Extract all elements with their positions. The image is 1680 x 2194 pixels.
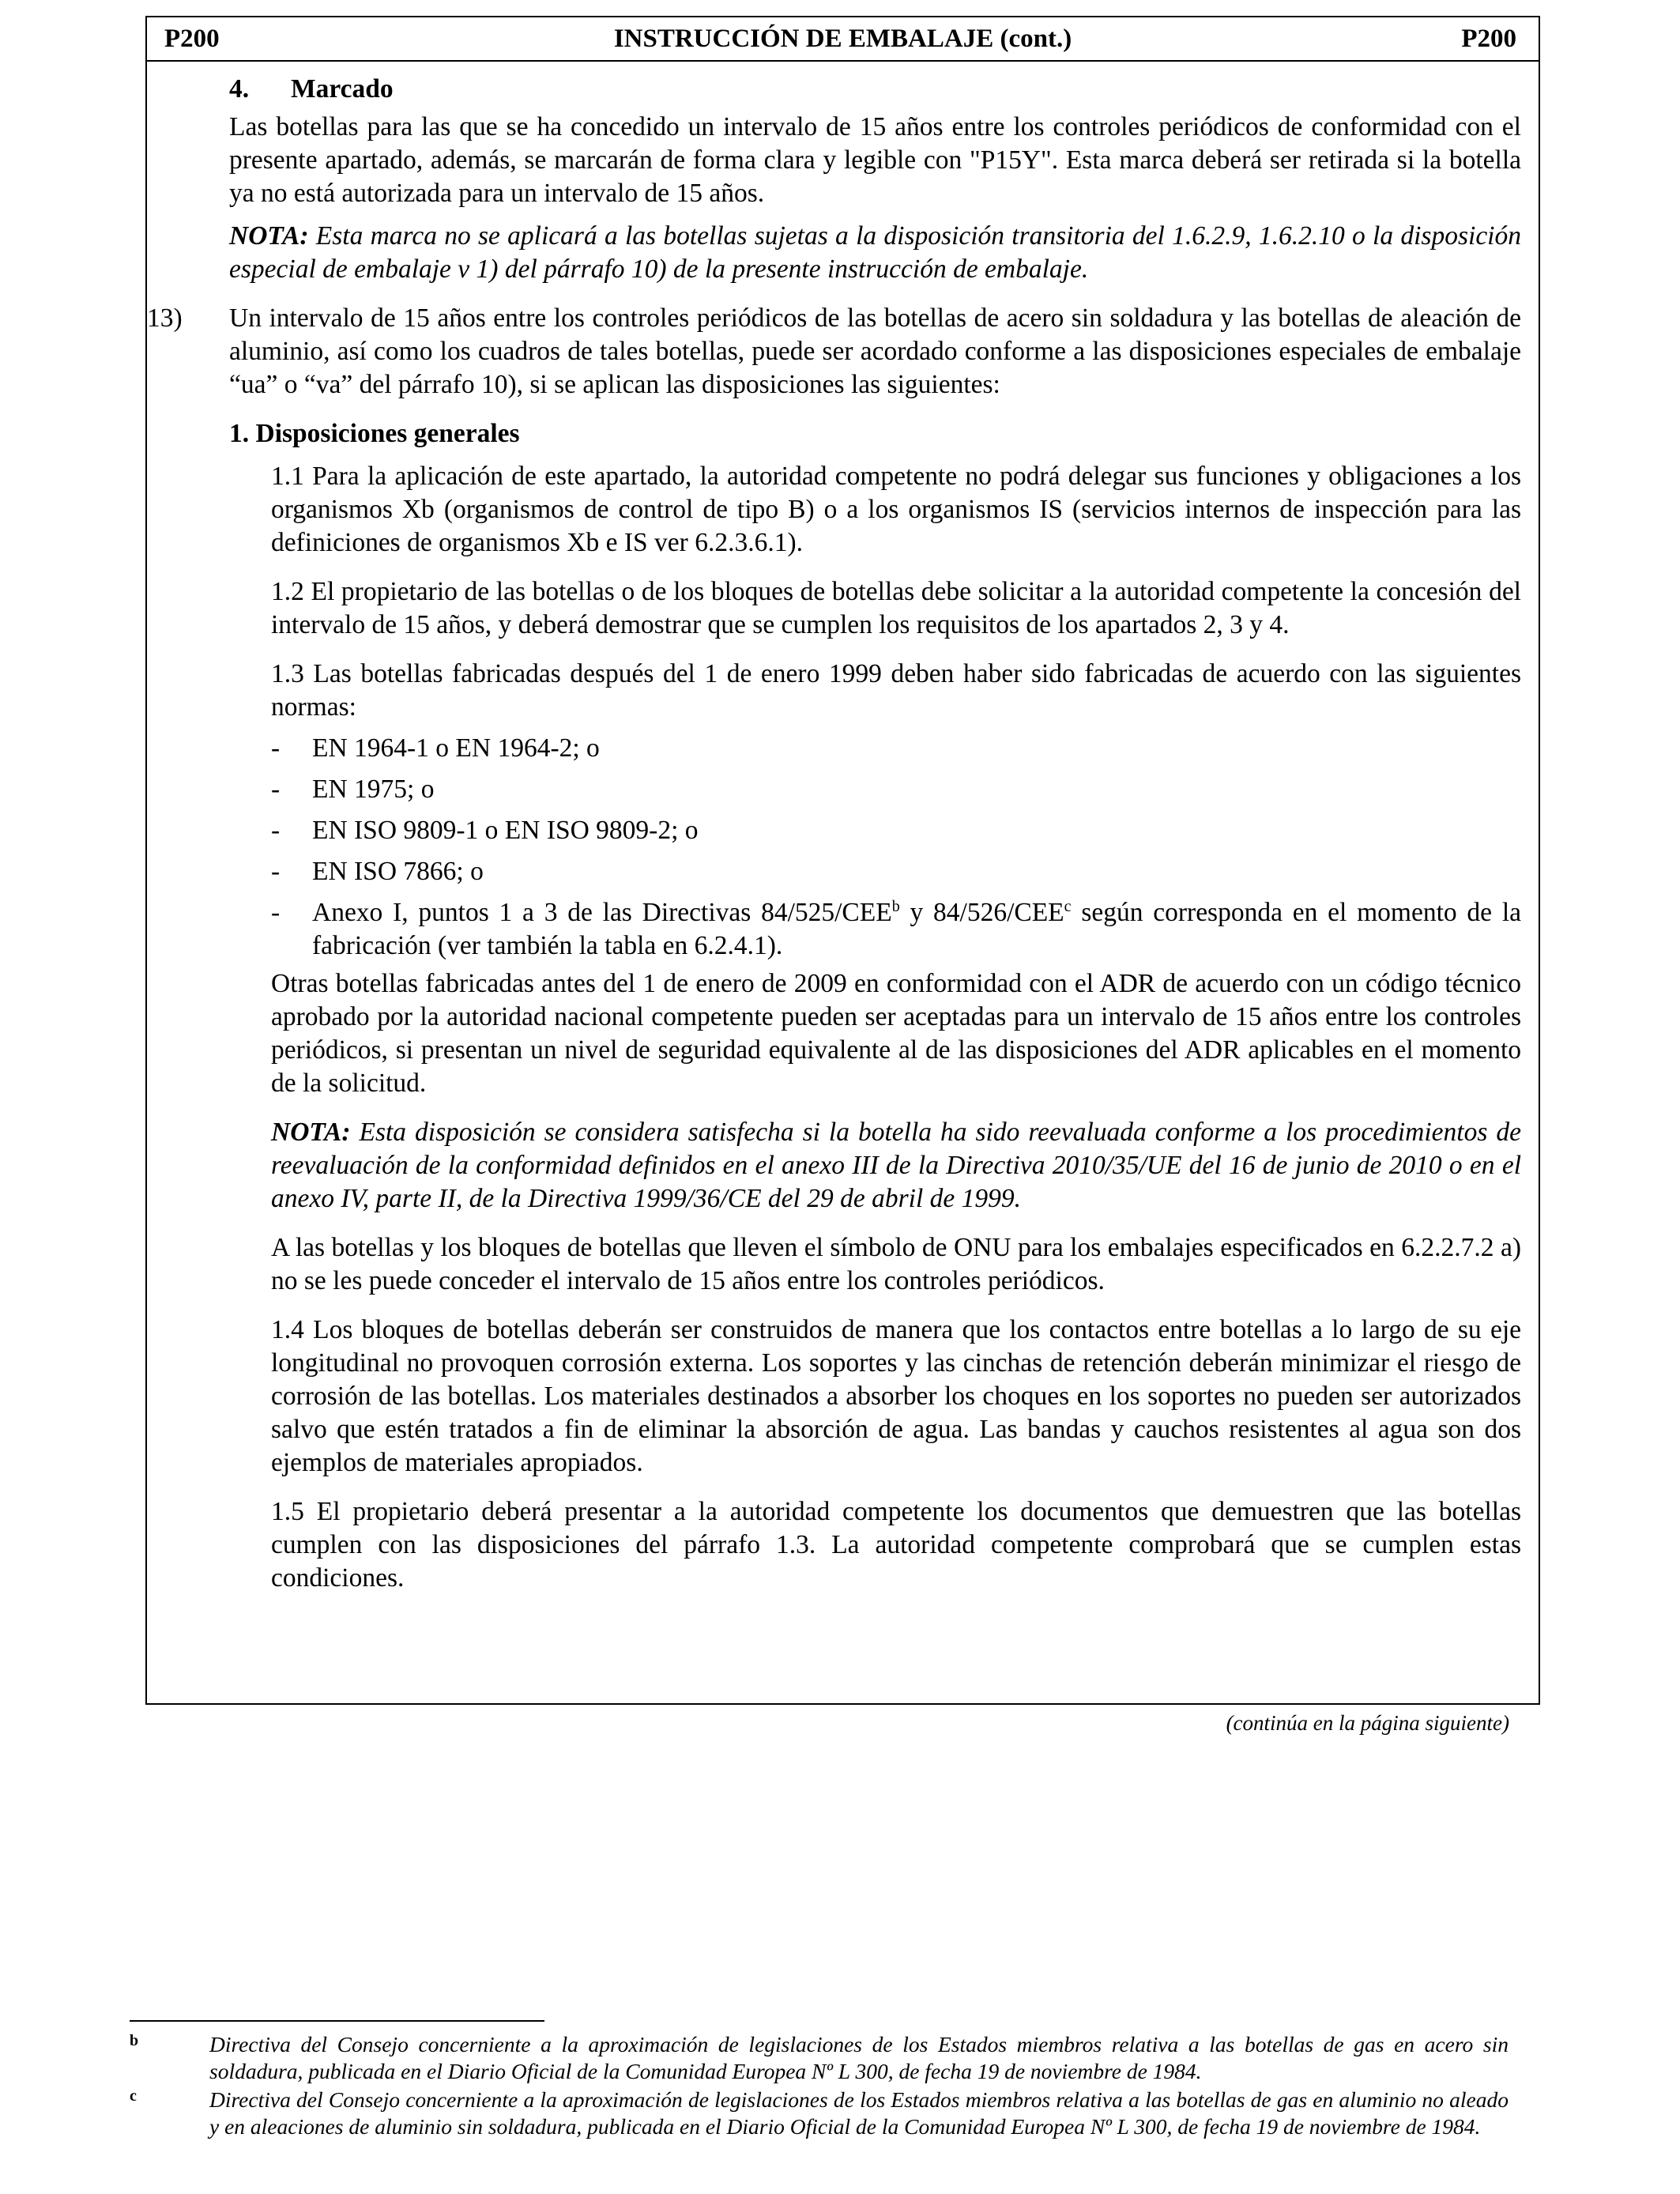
annex-text-a: Anexo I, puntos 1 a 3 de las Directivas 84/525/CEE xyxy=(312,898,892,927)
list-item xyxy=(271,896,1521,963)
provision-1-1: 1.1 Para la aplicación de este apartado, la autoridad competente no podrá delegar sus funciones y obligaciones a los organismos Xb (organismos de control de tipo B) o a los organismos IS (servicios internos de inspección para las definiciones de organismos Xb e IS ver 6.2.3.6.1). xyxy=(271,462,1521,557)
provision-1-2: 1.2 El propietario de las botellas o de los bloques de botellas debe solicitar a la autoridad competente la concesión del intervalo de 15 años, y deberá demostrar que se cumplen los requisitos de los apartados 2, 3 y 4. xyxy=(271,577,1521,639)
marking-heading xyxy=(147,73,1539,106)
general-note xyxy=(271,1116,1521,1216)
paragraph-number: 13) xyxy=(147,303,183,333)
instruction-content xyxy=(147,73,1539,1595)
note-label: NOTA: xyxy=(271,1118,351,1147)
list-dash: - xyxy=(271,733,281,763)
list-dash: - xyxy=(271,857,281,886)
annex-text-b: según corresponda en el momento de la fabricación (ver también la tabla en 6.2.4.1). xyxy=(312,898,1521,960)
list-item xyxy=(271,732,1521,765)
packing-instruction-box xyxy=(145,16,1540,1705)
footnote-mark: c xyxy=(130,2087,137,2105)
general-heading: 1. Disposiciones generales xyxy=(229,419,520,448)
list-dash: - xyxy=(271,816,281,845)
marking-title: Marcado xyxy=(291,74,394,104)
list-item xyxy=(271,814,1521,847)
paragraph-13 xyxy=(147,302,1539,401)
annex-item-text xyxy=(312,896,1521,963)
footnote-separator xyxy=(130,2020,544,2022)
list-item-text: EN ISO 9809-1 o EN ISO 9809-2; o xyxy=(312,816,699,845)
list-item-text: EN 1964-1 o EN 1964-2; o xyxy=(312,733,600,763)
list-item xyxy=(271,855,1521,888)
onu-symbol-text: A las botellas y los bloques de botellas que lleven el símbolo de ONU para los embalajes especificados en 6.2.2.7.2 a) no se les puede conceder el intervalo de 15 años entre los controles periódicos. xyxy=(271,1233,1521,1295)
marking-number: 4. xyxy=(229,74,250,104)
marking-section xyxy=(147,111,1539,286)
header-code-left: P200 xyxy=(164,25,220,53)
note-text: Esta disposición se considera satisfecha si la botella ha sido reevaluada conforme a los procedimientos de reevaluación de la conformidad definidos en el anexo III de la Directiva 2010/35/UE del 16 de junio de 2010 o en el anexo IV, parte II, de la Directiva 1999/36/CE del 29 de abril de 1999. xyxy=(271,1118,1521,1213)
list-dash: - xyxy=(271,898,281,927)
annex-text-mid: y 84/526/CEE xyxy=(899,898,1064,927)
header-title: INSTRUCCIÓN DE EMBALAJE (cont.) xyxy=(613,25,1072,53)
footnote-ref-b: b xyxy=(891,898,900,915)
standards-list xyxy=(271,732,1521,963)
paragraph-13-text: Un intervalo de 15 años entre los controles periódicos de las botellas de acero sin soldadura y las botellas de aleación de aluminio, así como los cuadros de tales botellas, puede ser acordado conforme a las disposiciones especiales de embalaje “ua” o “va” del párrafo 10), si se aplican las disposiciones las siguientes: xyxy=(229,303,1521,399)
list-dash: - xyxy=(271,775,281,804)
other-bottles-text: Otras botellas fabricadas antes del 1 de enero de 2009 en conformidad con el ADR de acuerdo con un código técnico aprobado por la autoridad nacional competente pueden ser aceptadas para un intervalo de 15 años entre los controles periódicos, si presentan un nivel de seguridad equivalente al de las disposiciones del ADR aplicables en el momento de la solicitud. xyxy=(271,969,1521,1098)
marking-note xyxy=(229,220,1521,286)
provision-1-3: 1.3 Las botellas fabricadas después del 1 de enero 1999 deben haber sido fabricadas de acuerdo con las siguientes normas: xyxy=(271,659,1521,722)
note-label: NOTA: xyxy=(229,221,309,251)
general-heading-row xyxy=(147,417,1539,450)
list-item-text: EN ISO 7866; o xyxy=(312,857,484,886)
note-text: Esta marca no se aplicará a las botellas sujetas a la disposición transitoria del 1.6.2.9, 1.6.2.10 o la disposición especial de embalaje v 1) del párrafo 10) de la presente instrucción de embalaje. xyxy=(229,221,1521,284)
footnote-text: Directiva del Consejo concerniente a la aproximación de legislaciones de los Estados miembros relativa a las botellas de gas en aluminio no aleado y en aleaciones de aluminio sin soldadura, publicada en el Diario Oficial de la Comunidad Europea Nº L 300, de fecha 19 de noviembre de 1984. xyxy=(209,2087,1509,2139)
continued-note: (continúa en la página siguiente) xyxy=(1226,1711,1509,1735)
marking-text: Las botellas para las que se ha concedido un intervalo de 15 años entre los controles periódicos de conformidad con el presente apartado, además, se marcarán de forma clara y legible con "P15Y". Esta marca deberá ser retirada si la botella ya no está autorizada para un intervalo de 15 años. xyxy=(229,112,1521,208)
list-item xyxy=(271,773,1521,806)
provision-1-4: 1.4 Los bloques de botellas deberán ser construidos de manera que los contactos entre botellas a lo largo de su eje longitudinal no provoquen corrosión externa. Los soportes y las cinchas de retención deberán minimizar el riesgo de corrosión de las botellas. Los materiales destinados a absorber los choques en los soportes no pueden ser autorizados salvo que estén tratados a fin de eliminar la absorción de agua. Las bandas y cauchos resistentes al agua son dos ejemplos de materiales apropiados. xyxy=(271,1315,1521,1477)
footnote-ref-c: c xyxy=(1064,898,1072,915)
header-code-right: P200 xyxy=(1461,25,1516,53)
footnote-text: Directiva del Consejo concerniente a la aproximación de legislaciones de los Estados miembros relativa a las botellas de gas en acero sin soldadura, publicada en el Diario Oficial de la Comunidad Europea Nº L 300, de fecha 19 de noviembre de 1984. xyxy=(209,2032,1509,2083)
general-provisions xyxy=(147,460,1539,1595)
footnote-mark: b xyxy=(130,2032,139,2049)
header-row xyxy=(147,17,1539,62)
list-item-text: EN 1975; o xyxy=(312,775,435,804)
provision-1-5: 1.5 El propietario deberá presentar a la autoridad competente los documentos que demuestren que las botellas cumplen con las disposiciones del párrafo 1.3. La autoridad competente comprobará que se cumplen estas condiciones. xyxy=(271,1497,1521,1593)
